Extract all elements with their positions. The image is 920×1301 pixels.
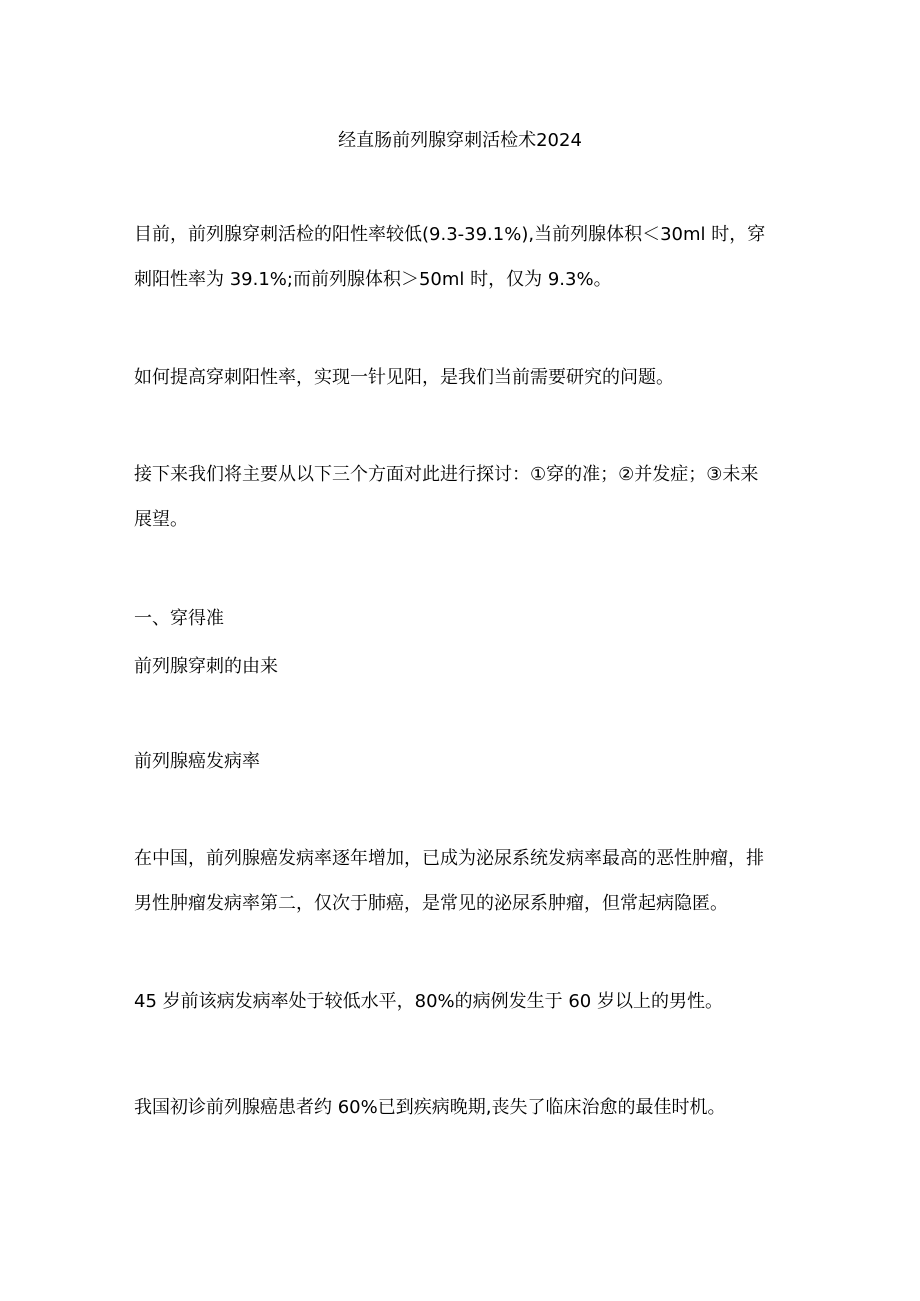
paragraph-line: 接下来我们将主要从以下三个方面对此进行探讨：①穿的准；②并发症；③未来 [134,464,759,485]
question-paragraph [134,355,794,400]
paragraph-line: 在中国，前列腺癌发病率逐年增加，已成为泌尿系统发病率最高的恶性肿瘤，排 [134,848,764,869]
paragraph-line: 展望。 [134,509,188,530]
paragraph-line: 目前，前列腺穿刺活检的阳性率较低(9.3-39.1%),当前列腺体积＜30ml 时，穿 [134,224,766,245]
paragraph-line: 45 岁前该病发病率处于较低水平，80%的病例发生于 60 岁以上的男性。 [134,991,723,1012]
subheading-incidence: 前列腺癌发病率 [134,751,260,772]
document-title: 经直肠前列腺穿刺活检术2024 [338,130,582,151]
age-paragraph [134,979,794,1024]
paragraph-line: 如何提高穿刺阳性率，实现一针见阳，是我们当前需要研究的问题。 [134,367,674,388]
paragraph-line: 刺阳性率为 39.1%;而前列腺体积＞50ml 时，仅为 9.3%。 [134,269,612,290]
section-heading: 一、穿得准 [134,608,224,629]
incidence-paragraph [134,836,794,926]
intro-paragraph [134,212,794,302]
paragraph-line: 我国初诊前列腺癌患者约 60%已到疾病晚期,丧失了临床治愈的最佳时机。 [134,1097,726,1118]
subheading-origin: 前列腺穿刺的由来 [134,656,278,677]
paragraph-line: 男性肿瘤发病率第二，仅次于肺癌，是常见的泌尿系肿瘤，但常起病隐匿。 [134,893,728,914]
diagnosis-paragraph [134,1085,794,1130]
outline-paragraph [134,452,794,542]
